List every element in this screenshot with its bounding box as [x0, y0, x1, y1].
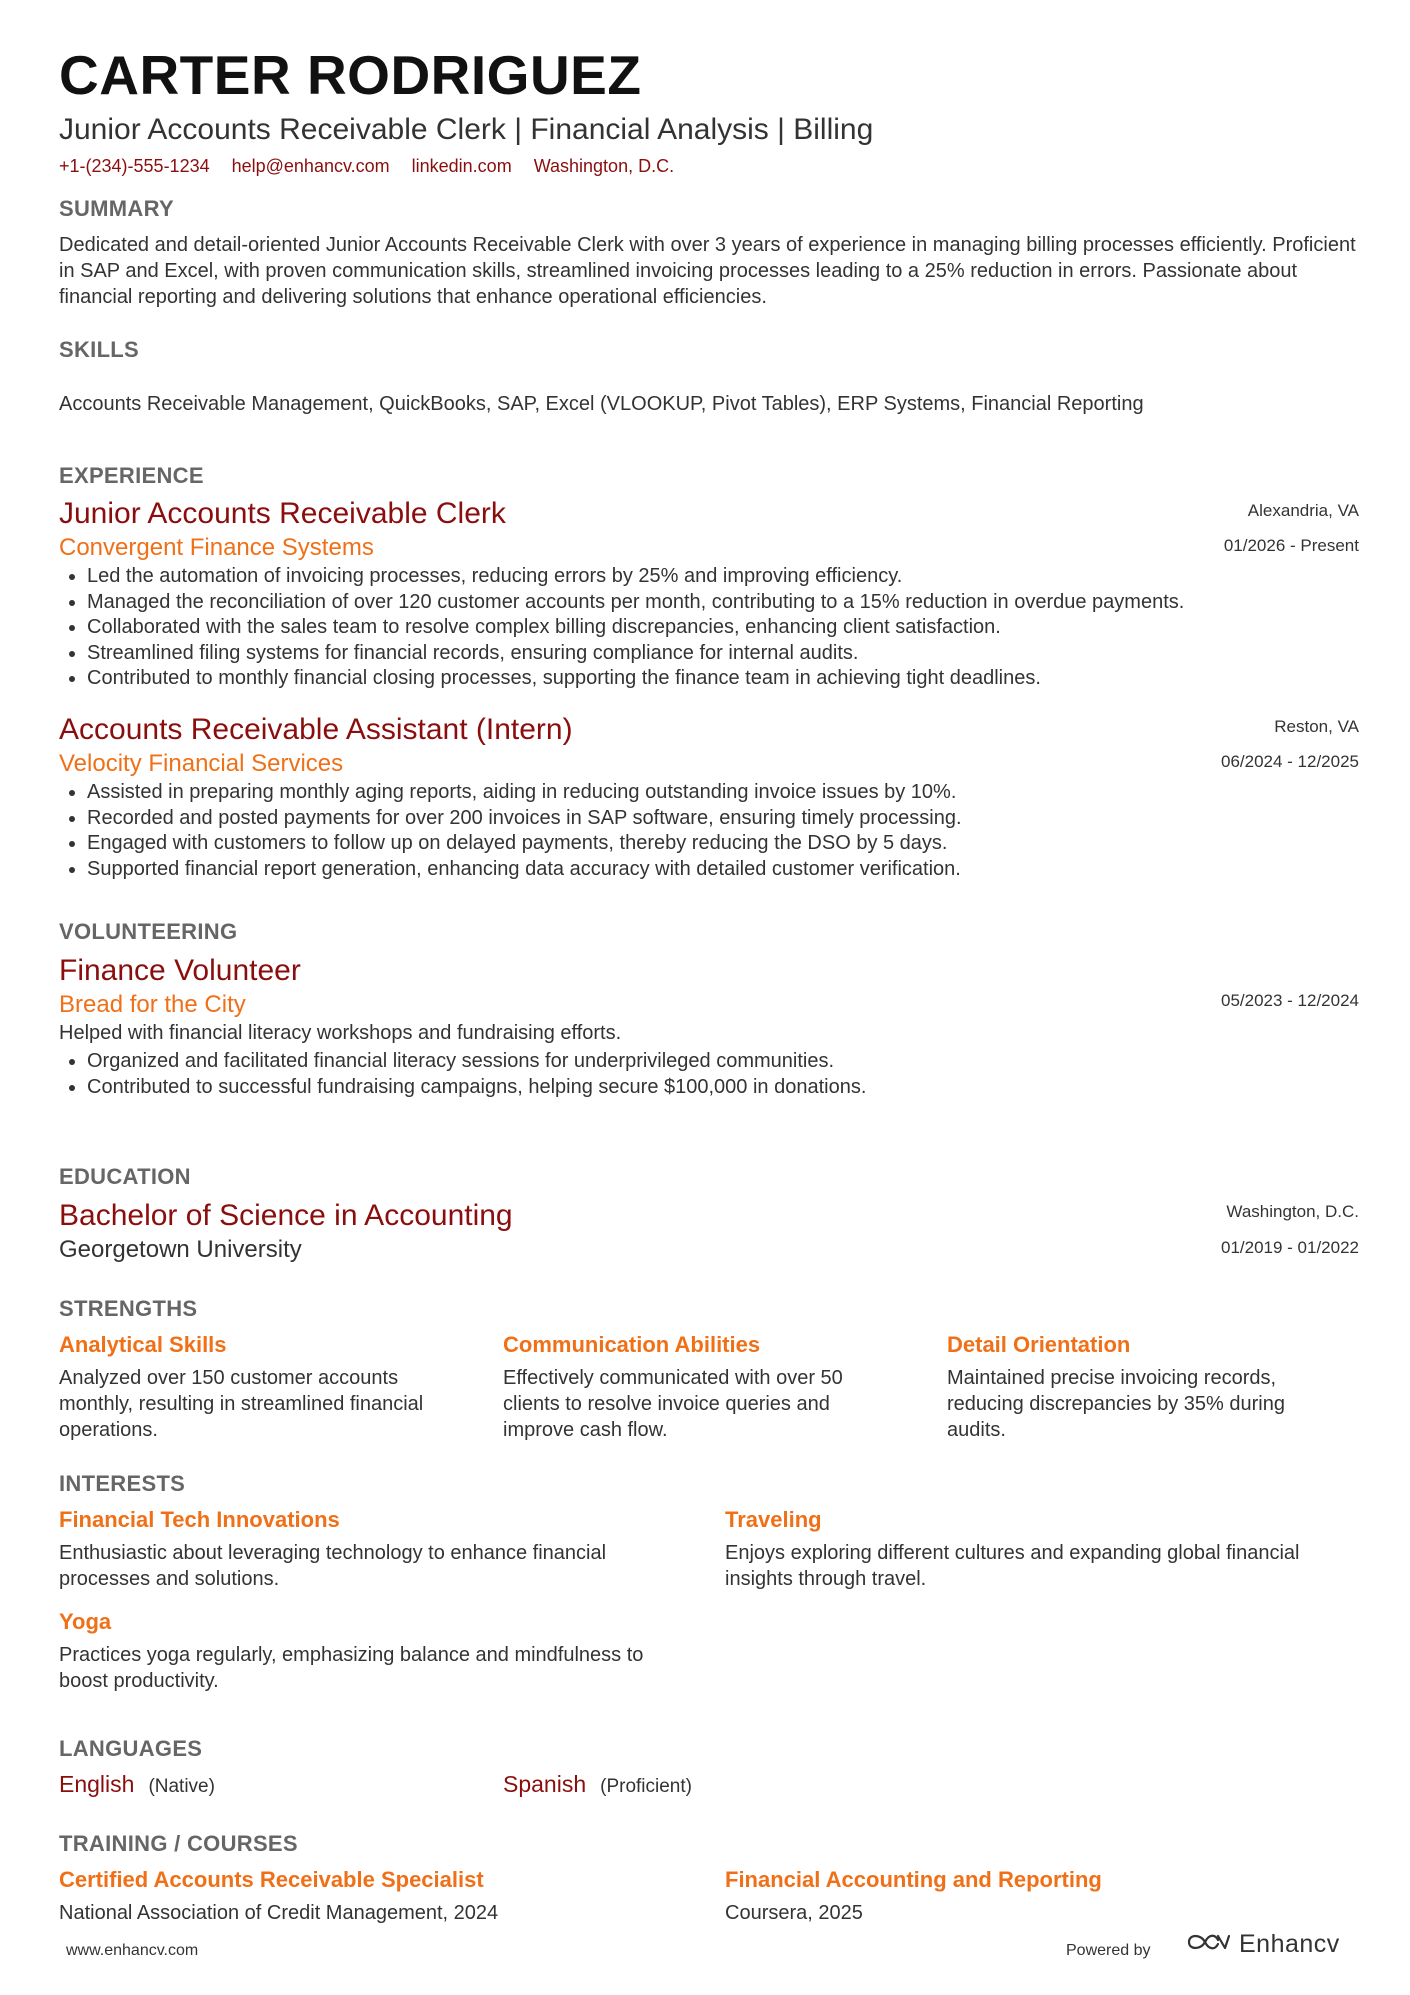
volunteer-dates: 05/2023 - 12/2024	[1220, 991, 1359, 1010]
section-title-interests: INTERESTS	[59, 1471, 186, 1496]
contact-linkedin[interactable]: linkedin.com	[411, 156, 512, 176]
interest-item	[59, 1608, 689, 1694]
contact-location: Washington, D.C.	[533, 156, 675, 176]
bullet-item: • Recorded and posted payments for over 200 invoices in SAP software, ensuring timely processing.	[87, 806, 1359, 832]
skills-text: Accounts Receivable Management, QuickBooks, SAP, Excel (VLOOKUP, Pivot Tables), ERP Systems, Financial Reporting	[59, 393, 1144, 415]
bullet-item: • Contributed to successful fundraising campaigns, helping secure $100,000 in donations.	[87, 1075, 1359, 1101]
education-section	[59, 1163, 1359, 1265]
interest-desc: Enjoys exploring different cultures and expanding global financial insights through travel.	[725, 1542, 1300, 1590]
bullet-item: • Managed the reconciliation of over 120 customer accounts per month, contributing to a 15% reduction in overdue payments.	[87, 590, 1359, 616]
strength-item	[503, 1331, 903, 1443]
job-location: Alexandria, VA	[1247, 501, 1359, 520]
section-title-strengths: STRENGTHS	[59, 1296, 198, 1321]
course-item	[59, 1866, 689, 1926]
language-name: Spanish	[503, 1771, 587, 1797]
headline: Junior Accounts Receivable Clerk | Financial Analysis | Billing	[59, 113, 874, 146]
experience-section	[59, 462, 1359, 922]
degree: Bachelor of Science in Accounting	[59, 1199, 513, 1232]
section-title-summary: SUMMARY	[59, 196, 174, 221]
bullet-item: • Collaborated with the sales team to resolve complex billing discrepancies, enhancing client satisfaction.	[87, 615, 1359, 641]
section-title-education: EDUCATION	[59, 1164, 191, 1189]
section-title-skills: SKILLS	[59, 337, 140, 362]
bullet-item: • Streamlined filing systems for financial records, ensuring compliance for internal audits.	[87, 641, 1359, 667]
languages-section	[59, 1735, 1359, 1805]
education-location: Washington, D.C.	[1226, 1202, 1359, 1221]
education-dates: 01/2019 - 01/2022	[1220, 1238, 1359, 1257]
strength-item	[947, 1331, 1347, 1443]
brand-logo[interactable]	[1185, 1930, 1340, 1959]
summary-section	[59, 195, 1359, 310]
language-item	[503, 1771, 692, 1798]
language-level: (Native)	[148, 1776, 215, 1797]
section-title-languages: LANGUAGES	[59, 1736, 203, 1761]
course-title: Certified Accounts Receivable Specialist	[59, 1867, 484, 1892]
language-item	[59, 1771, 215, 1798]
course-provider: National Association of Credit Management, 2024	[59, 1902, 499, 1924]
enhancv-logo-icon	[1185, 1930, 1231, 1959]
bullet-item: • Led the automation of invoicing processes, reducing errors by 25% and improving efficiency.	[87, 564, 1359, 590]
job-entry	[59, 711, 1359, 882]
strength-desc: Analyzed over 150 customer accounts monthly, resulting in streamlined financial operations.	[59, 1367, 424, 1441]
interest-title: Traveling	[725, 1507, 822, 1532]
strength-title: Detail Orientation	[947, 1332, 1131, 1357]
section-title-volunteering: VOLUNTEERING	[59, 919, 238, 944]
strengths-section	[59, 1295, 1359, 1455]
bullet-item: • Supported financial report generation, enhancing data accuracy with detailed customer verification.	[87, 857, 1359, 883]
job-entry	[59, 495, 1359, 692]
job-bullets	[59, 564, 1359, 692]
strength-item	[59, 1331, 459, 1443]
contact-email[interactable]: help@enhancv.com	[231, 156, 390, 176]
strength-title: Analytical Skills	[59, 1332, 227, 1357]
section-title-training: TRAINING / COURSES	[59, 1831, 298, 1856]
bullet-item: • Engaged with customers to follow up on delayed payments, thereby reducing the DSO by 5 days.	[87, 831, 1359, 857]
course-title: Financial Accounting and Reporting	[725, 1867, 1102, 1892]
strength-title: Communication Abilities	[503, 1332, 761, 1357]
candidate-name: CARTER RODRIGUEZ	[59, 44, 642, 106]
volunteer-description: Helped with financial literacy workshops and fundraising efforts.	[59, 1022, 622, 1044]
job-bullets	[59, 780, 1359, 882]
job-title: Junior Accounts Receivable Clerk	[59, 497, 506, 530]
strength-desc: Effectively communicated with over 50 clients to resolve invoice queries and improve cash flow.	[503, 1367, 843, 1441]
bullet-item: • Assisted in preparing monthly aging reports, aiding in reducing outstanding invoice issues by 10%.	[87, 780, 1359, 806]
powered-by-label: Powered by	[1066, 1942, 1151, 1959]
contact-phone[interactable]: +1-(234)-555-1234	[59, 156, 210, 176]
company-name: Convergent Finance Systems	[59, 534, 374, 561]
training-section	[59, 1830, 1359, 1924]
volunteering-section	[59, 918, 1359, 1100]
interests-section	[59, 1470, 1359, 1710]
bullet-item: • Contributed to monthly financial closing processes, supporting the finance team in achieving tight deadlines.	[87, 666, 1359, 692]
bullet-item: • Organized and facilitated financial literacy sessions for underprivileged communities.	[87, 1049, 1359, 1075]
volunteer-role: Finance Volunteer	[59, 954, 301, 987]
resume-content	[59, 40, 1359, 1924]
job-location: Reston, VA	[1274, 717, 1359, 736]
job-dates: 01/2026 - Present	[1223, 536, 1359, 555]
interest-desc: Enthusiastic about leveraging technology to enhance financial processes and solutions.	[59, 1542, 607, 1590]
summary-text: Dedicated and detail-oriented Junior Accounts Receivable Clerk with over 3 years of experience in managing billing processes efficiently. Proficient in SAP and Excel, with proven communication skills, streamlined invoicing processes leading to a 25% reduction in errors. Passionate about financial reporting and delivering solutions that enhance operational efficiencies.	[59, 234, 1356, 308]
volunteer-org: Bread for the City	[59, 991, 246, 1018]
course-provider: Coursera, 2025	[725, 1902, 863, 1924]
footer-website[interactable]: www.enhancv.com	[66, 1942, 199, 1959]
interest-desc: Practices yoga regularly, emphasizing balance and mindfulness to boost productivity.	[59, 1644, 644, 1692]
language-level: (Proficient)	[600, 1776, 692, 1797]
skills-section	[59, 336, 1359, 417]
contact-bar	[59, 154, 1359, 178]
language-name: English	[59, 1771, 135, 1797]
brand-name: Enhancv	[1239, 1930, 1340, 1958]
job-dates: 06/2024 - 12/2025	[1220, 752, 1359, 771]
interest-item	[725, 1506, 1325, 1592]
interest-title: Yoga	[59, 1609, 112, 1634]
course-item	[725, 1866, 1325, 1926]
section-title-experience: EXPERIENCE	[59, 463, 204, 488]
interest-title: Financial Tech Innovations	[59, 1507, 340, 1532]
strength-desc: Maintained precise invoicing records, reducing discrepancies by 35% during audits.	[947, 1367, 1285, 1441]
job-title: Accounts Receivable Assistant (Intern)	[59, 713, 573, 746]
interest-item	[59, 1506, 689, 1592]
company-name: Velocity Financial Services	[59, 750, 344, 777]
volunteer-bullets	[59, 1049, 1359, 1100]
school-name: Georgetown University	[59, 1236, 302, 1263]
